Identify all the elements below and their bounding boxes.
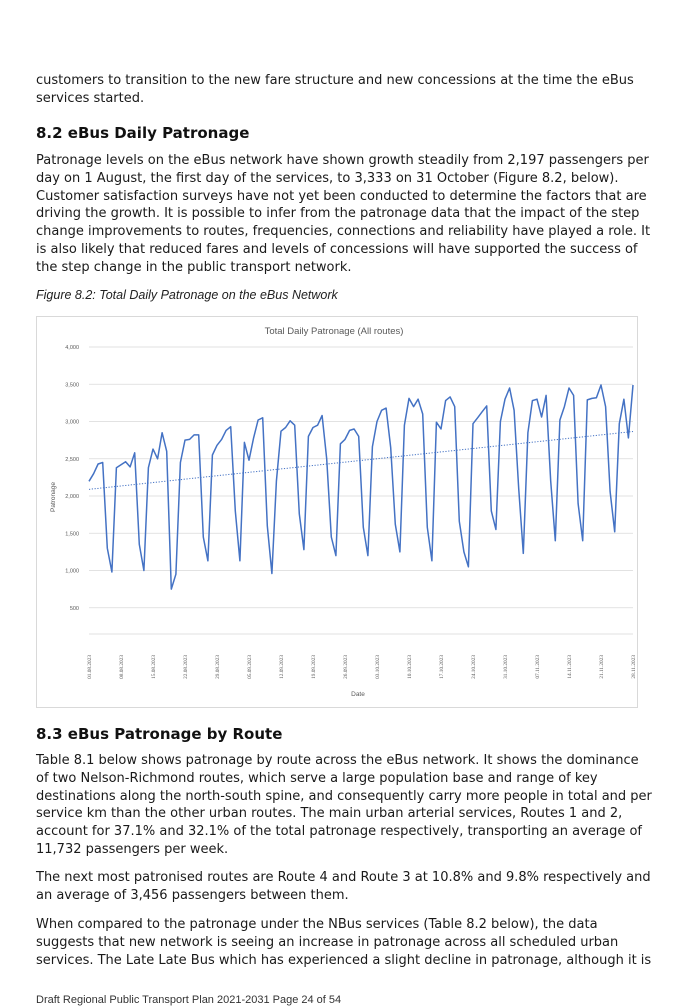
x-tick-label: 24.10.2023	[471, 655, 477, 679]
chart-y-axis-label: Patronage	[50, 482, 57, 512]
x-tick-label: 19.09.2023	[311, 655, 317, 679]
x-tick-label: 14.11.2023	[567, 655, 573, 679]
patronage-chart	[36, 316, 638, 708]
page-footer: Draft Regional Public Transport Plan 2021-2031 Page 24 of 54	[36, 994, 342, 1006]
x-tick-label: 26.09.2023	[343, 655, 349, 679]
chart-canvas	[37, 317, 639, 709]
chart-y-ticks	[65, 345, 79, 612]
x-tick-label: 21.11.2023	[599, 655, 605, 679]
x-tick-label: 28.11.2023	[631, 655, 637, 679]
chart-x-ticks	[87, 655, 637, 679]
chart-title: Total Daily Patronage (All routes)	[264, 326, 404, 337]
x-tick-label: 05.09.2023	[247, 655, 253, 679]
intro-paragraph: customers to transition to the new fare structure and new concessions at the time the eBus services started.	[36, 73, 634, 106]
section-heading-8-2: 8.2 eBus Daily Patronage	[36, 124, 250, 142]
x-tick-label: 10.10.2023	[407, 655, 413, 679]
section-8-3-paragraph-3: When compared to the patronage under the NBus services (Table 8.2 below), the data suggests that new network is seeing an increase in patronage across all scheduled urban services. The Late Late Bus which has experienced a slight decline in patronage, although it is	[36, 917, 652, 968]
section-8-3-paragraph-1: Table 8.1 below shows patronage by route across the eBus network. It shows the dominance of two Nelson-Richmond routes, which serve a large population base and range of key destinations along the north-south spine, and consequently carry more people in total and per service km than the other urban routes. The main urban arterial services, Routes 1 and 2, account for 37.1% and 32.1% of the total patronage respectively, transporting an average of 11,732 passengers per week.	[36, 753, 652, 857]
chart-x-axis-label: Date	[351, 691, 365, 698]
y-tick-label: 4,000	[65, 345, 79, 351]
x-tick-label: 15.08.2023	[151, 655, 157, 679]
figure-caption: Figure 8.2: Total Daily Patronage on the eBus Network	[36, 288, 338, 302]
y-tick-label: 3,000	[65, 419, 79, 426]
x-tick-label: 01.08.2023	[87, 655, 93, 679]
chart-series	[89, 385, 633, 589]
y-tick-label: 1,500	[65, 531, 79, 538]
y-tick-label: 1,000	[65, 568, 79, 575]
section-8-3-paragraph-2: The next most patronised routes are Route 4 and Route 3 at 10.8% and 9.8% respectively and an average of 3,456 passengers between them.	[36, 870, 651, 903]
x-tick-label: 07.11.2023	[535, 655, 541, 679]
y-tick-label: 2,500	[65, 456, 79, 463]
y-tick-label: 2,000	[65, 494, 79, 500]
section-8-2-paragraph: Patronage levels on the eBus network have shown growth steadily from 2,197 passengers per day on 1 August, the first day of the services, to 3,333 on 31 October (Figure 8.2, below). Customer satisfaction surveys have not yet been conducted to determine the factors that are driving the growth. It is possible to infer from the patronage data that the impact of the step change improvements to routes, frequencies, connections and reliability have played a role. It is also likely that reduced fares and levels of concessions will have supported the success of the step change in the public transport network.	[36, 153, 651, 275]
series-line-total-patronage	[89, 385, 633, 589]
x-tick-label: 08.08.2023	[119, 655, 125, 679]
y-tick-label: 500	[69, 605, 79, 612]
y-tick-label: 3,500	[65, 382, 79, 389]
x-tick-label: 03.10.2023	[375, 655, 381, 679]
section-heading-8-3: 8.3 eBus Patronage by Route	[36, 725, 283, 743]
x-tick-label: 31.10.2023	[503, 655, 509, 679]
x-tick-label: 29.08.2023	[215, 655, 221, 679]
x-tick-label: 22.08.2023	[183, 655, 189, 679]
x-tick-label: 17.10.2023	[439, 655, 445, 679]
x-tick-label: 12.09.2023	[279, 655, 285, 679]
